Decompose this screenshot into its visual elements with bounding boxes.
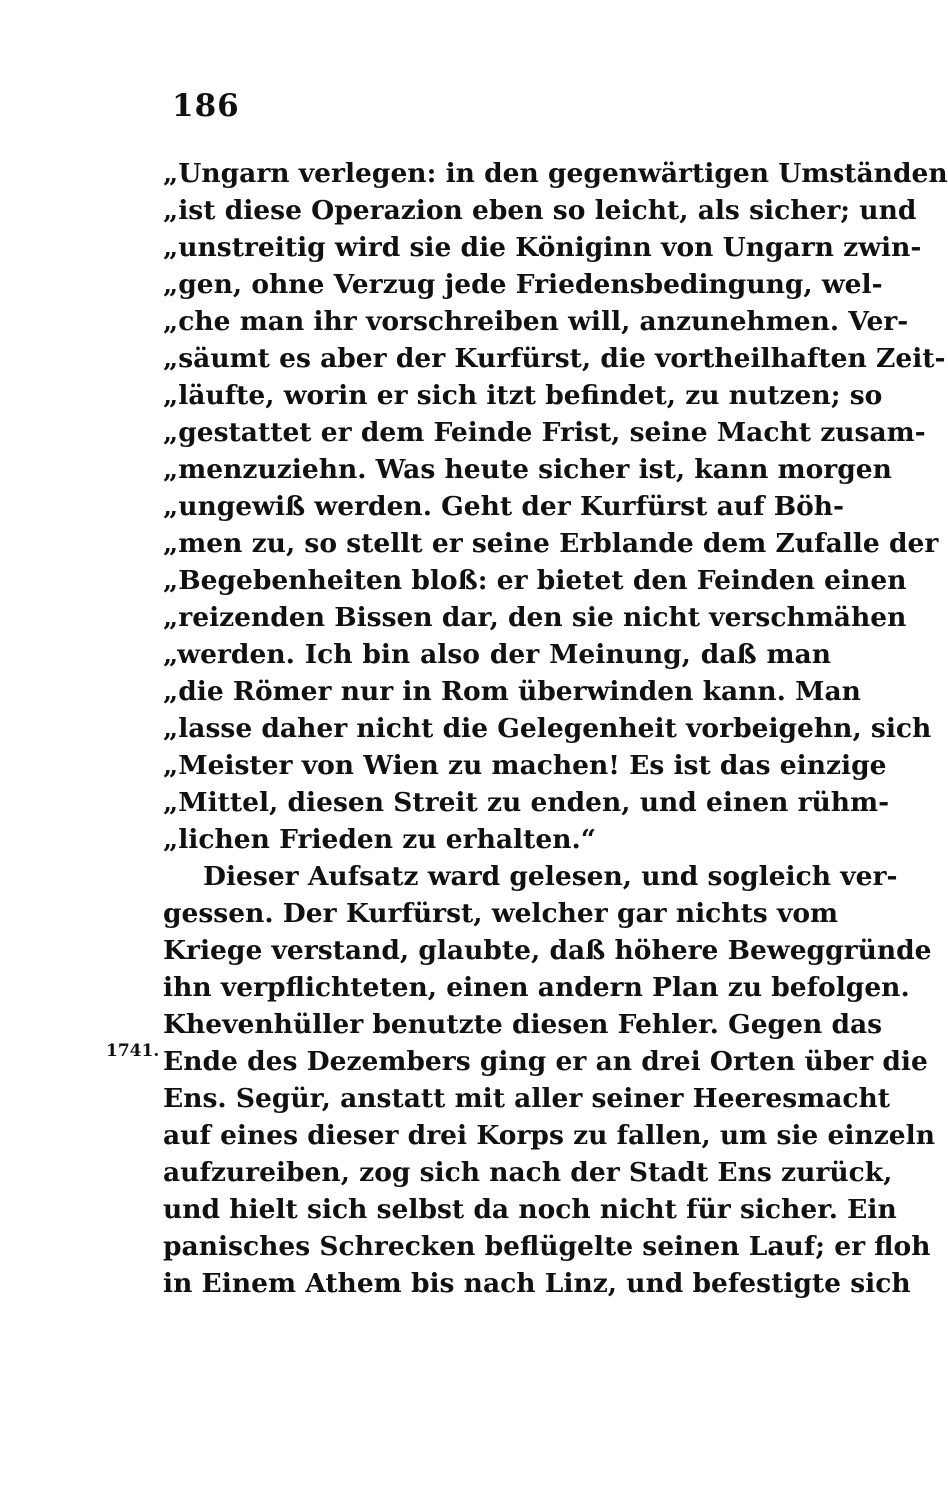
text-line: in Einem Athem bis nach Linz, und befestigte sich: [163, 1268, 911, 1299]
text-line: „säumt es aber der Kurfürst, die vortheilhaften Zeit-: [163, 343, 946, 374]
text-line: „reizenden Bissen dar, den sie nicht verschmähen: [163, 602, 907, 633]
text-line: „men zu, so stellt er seine Erblande dem Zufalle der: [163, 528, 939, 559]
text-line: gessen. Der Kurfürst, welcher gar nichts vom: [163, 898, 839, 929]
text-line: „Begebenheiten bloß: er bietet den Feinden einen: [163, 565, 907, 596]
text-line: aufzureiben, zog sich nach der Stadt Ens zurück,: [163, 1157, 893, 1188]
text-line: „menzuziehn. Was heute sicher ist, kann morgen: [163, 454, 892, 485]
text-line: Ens. Segür, anstatt mit aller seiner Heeresmacht: [163, 1083, 891, 1114]
text-line: „che man ihr vorschreiben will, anzunehmen. Ver-: [163, 306, 909, 337]
text-line-paragraph-end: „lichen Frieden zu erhalten.“: [163, 824, 596, 855]
margin-note-year: 1741.: [106, 1041, 160, 1061]
text-line: „gestattet er dem Feinde Frist, seine Macht zusam-: [163, 417, 926, 448]
text-line: „die Römer nur in Rom überwinden kann. Man: [163, 676, 861, 707]
text-line: und hielt sich selbst da noch nicht für sicher. Ein: [163, 1194, 897, 1225]
text-line: Ende des Dezembers ging er an drei Orten über die: [163, 1046, 928, 1077]
text-line: „unstreitig wird sie die Königinn von Ungarn zwin-: [163, 232, 922, 263]
text-line: ihn verpflichteten, einen andern Plan zu befolgen.: [163, 972, 910, 1003]
text-line: Kriege verstand, glaubte, daß höhere Beweggründe: [163, 935, 932, 966]
page-number: 186: [172, 88, 240, 124]
text-line: „werden. Ich bin also der Meinung, daß man: [163, 639, 831, 670]
text-line: panisches Schrecken beflügelte seinen Lauf; er floh: [163, 1231, 931, 1262]
text-line: „Ungarn verlegen: in den gegenwärtigen Umständen: [163, 158, 948, 189]
text-line: „gen, ohne Verzug jede Friedensbedingung, wel-: [163, 269, 883, 300]
body-text: [163, 155, 948, 1302]
text-line: „ungewiß werden. Geht der Kurfürst auf Böh-: [163, 491, 845, 522]
text-line: „ist diese Operazion eben so leicht, als sicher; und: [163, 195, 917, 226]
text-line: Khevenhüller benutzte diesen Fehler. Gegen das: [163, 1009, 883, 1040]
text-line: auf eines dieser drei Korps zu fallen, um sie einzeln: [163, 1120, 935, 1151]
text-line-paragraph-start: Dieser Aufsatz ward gelesen, und sogleich ver-: [203, 861, 898, 892]
text-line: „lasse daher nicht die Gelegenheit vorbeigehn, sich: [163, 713, 932, 744]
text-line: „läufte, worin er sich itzt befindet, zu nutzen; so: [163, 380, 883, 411]
text-line: „Mittel, diesen Streit zu enden, und einen rühm-: [163, 787, 890, 818]
text-line: „Meister von Wien zu machen! Es ist das einzige: [163, 750, 887, 781]
